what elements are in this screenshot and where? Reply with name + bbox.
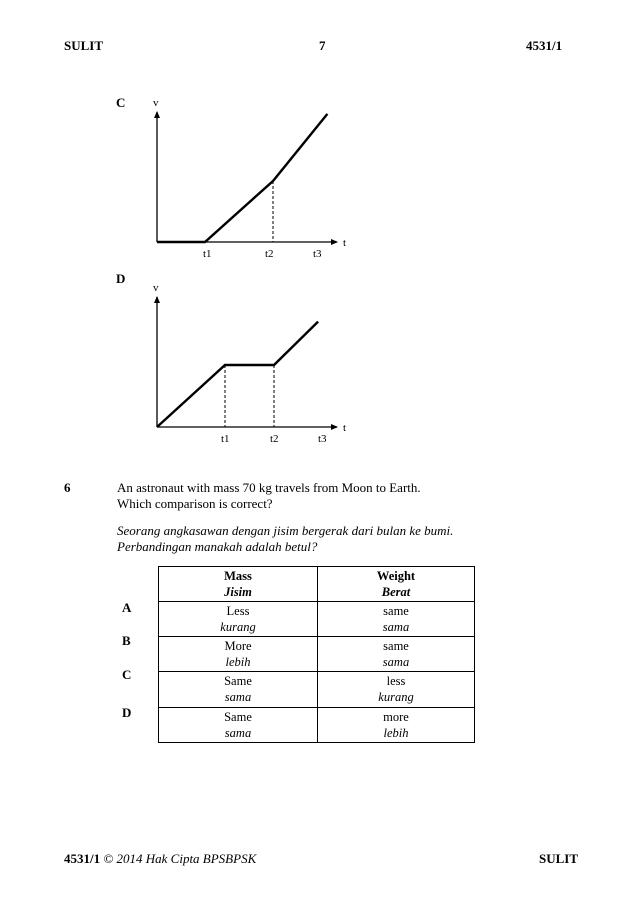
cell-mass bbox=[159, 672, 318, 708]
footer-code: 4531/1 bbox=[64, 851, 101, 866]
cell-text: Less bbox=[226, 604, 250, 618]
graph-d-tick-t2: t2 bbox=[270, 433, 279, 445]
cell-text: Same bbox=[224, 674, 252, 688]
graph-d-y-label: v bbox=[153, 282, 159, 294]
cell-weight bbox=[318, 672, 475, 708]
option-d-letter: D bbox=[116, 271, 126, 286]
header-mass bbox=[159, 567, 318, 602]
cell-text-ms: sama bbox=[224, 690, 252, 704]
table-row bbox=[159, 637, 475, 672]
cell-text: Same bbox=[224, 710, 252, 724]
cell-mass bbox=[159, 637, 318, 672]
cell-text: less bbox=[386, 674, 406, 688]
cell-text-ms: sama bbox=[382, 620, 410, 634]
question-line-1: An astronaut with mass 70 kg travels from Moon to Earth. bbox=[117, 480, 421, 495]
cell-text-ms: sama bbox=[224, 726, 252, 740]
graph-c-y-label: v bbox=[153, 97, 159, 109]
cell-text: same bbox=[383, 639, 409, 653]
cell-text-ms: kurang bbox=[220, 620, 256, 634]
cell-mass bbox=[159, 602, 318, 637]
option-c-letter: C bbox=[116, 95, 126, 110]
cell-text: same bbox=[383, 604, 409, 618]
graph-c-tick-t1: t1 bbox=[203, 248, 212, 260]
cell-text: more bbox=[383, 710, 409, 724]
footer-right: SULIT bbox=[539, 851, 579, 866]
header-weight-en: Weight bbox=[376, 569, 416, 583]
row-label-c: C bbox=[122, 667, 132, 682]
question-line-2: Which comparison is correct? bbox=[117, 496, 273, 511]
header-weight bbox=[318, 567, 475, 602]
table-row bbox=[159, 708, 475, 743]
graph-d-x-label: t bbox=[343, 422, 347, 434]
header-mass-ms: Jisim bbox=[224, 585, 252, 599]
footer-left bbox=[64, 851, 256, 867]
question-malay-line-1: Seorang angkasawan dengan jisim bergerak dari bulan ke bumi. bbox=[117, 523, 454, 538]
footer-copyright: © 2014 Hak Cipta BPSBPSK bbox=[103, 851, 257, 866]
graph-d-axes bbox=[157, 297, 337, 427]
header-left: SULIT bbox=[64, 38, 104, 53]
cell-text-ms: lebih bbox=[383, 726, 409, 740]
cell-weight bbox=[318, 637, 475, 672]
comparison-table bbox=[158, 566, 475, 743]
graph-c-tick-t3: t3 bbox=[313, 248, 322, 260]
row-label-a: A bbox=[122, 600, 132, 615]
header-mass-en: Mass bbox=[224, 569, 252, 583]
header-right: 4531/1 bbox=[526, 38, 563, 53]
row-label-b: B bbox=[122, 633, 131, 648]
page-number: 7 bbox=[319, 38, 326, 53]
graph-c-x-label: t bbox=[343, 237, 347, 249]
table-row bbox=[159, 602, 475, 637]
table-row bbox=[159, 672, 475, 708]
graph-d-tick-t1: t1 bbox=[221, 433, 230, 445]
graph-d-tick-t3: t3 bbox=[318, 433, 327, 445]
cell-weight bbox=[318, 708, 475, 743]
graph-d-series-line bbox=[157, 322, 318, 427]
header-weight-ms: Berat bbox=[381, 585, 411, 599]
cell-text: More bbox=[224, 639, 252, 653]
cell-text-ms: sama bbox=[382, 655, 410, 669]
cell-text-ms: kurang bbox=[378, 690, 414, 704]
cell-mass bbox=[159, 708, 318, 743]
cell-text-ms: lebih bbox=[225, 655, 251, 669]
graph-c-tick-t2: t2 bbox=[265, 248, 274, 260]
question-number: 6 bbox=[64, 480, 71, 495]
table-header-row bbox=[159, 567, 475, 602]
row-label-d: D bbox=[122, 705, 132, 720]
cell-weight bbox=[318, 602, 475, 637]
question-malay-line-2: Perbandingan manakah adalah betul? bbox=[117, 539, 318, 554]
